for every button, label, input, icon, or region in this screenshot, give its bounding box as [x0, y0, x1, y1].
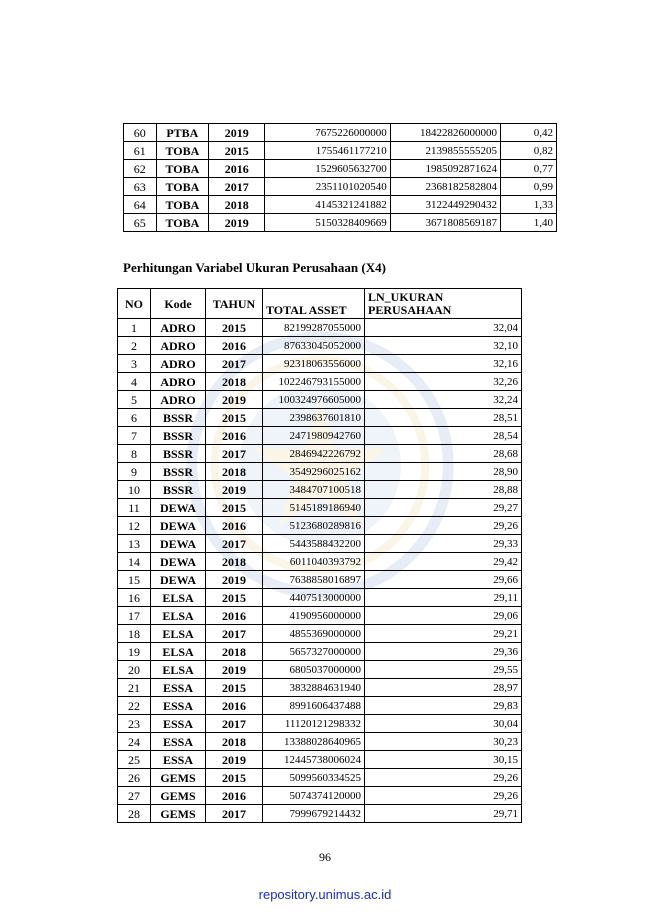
- cell-value-a: 7675226000000: [265, 124, 390, 142]
- cell-kode: ELSA: [151, 625, 206, 643]
- cell-tahun: 2016: [206, 607, 263, 625]
- cell-no: 23: [118, 715, 151, 733]
- cell-no: 61: [124, 142, 157, 160]
- cell-ln-ukuran: 29,06: [365, 607, 522, 625]
- cell-ln-ukuran: 28,88: [365, 481, 522, 499]
- header-no: NO: [118, 289, 151, 319]
- cell-total-asset: 82199287055000: [263, 319, 365, 337]
- cell-value-a: 1529605632700: [265, 160, 390, 178]
- cell-ratio: 1,33: [500, 196, 556, 214]
- cell-ln-ukuran: 30,15: [365, 751, 522, 769]
- cell-value-a: 4145321241882: [265, 196, 390, 214]
- cell-total-asset: 5099560334525: [263, 769, 365, 787]
- cell-no: 3: [118, 355, 151, 373]
- cell-tahun: 2019: [206, 391, 263, 409]
- cell-tahun: 2015: [206, 499, 263, 517]
- table-row: [118, 805, 522, 823]
- cell-value-b: 2368182582804: [390, 178, 500, 196]
- page-number: 96: [319, 850, 331, 864]
- cell-tahun: 2015: [206, 769, 263, 787]
- cell-kode: DEWA: [151, 535, 206, 553]
- cell-no: 20: [118, 661, 151, 679]
- cell-no: 19: [118, 643, 151, 661]
- cell-kode: TOBA: [156, 196, 209, 214]
- cell-no: 2: [118, 337, 151, 355]
- table-row: [118, 733, 522, 751]
- table-row: [118, 589, 522, 607]
- cell-no: 22: [118, 697, 151, 715]
- table-row: [118, 355, 522, 373]
- cell-no: 1: [118, 319, 151, 337]
- cell-kode: ADRO: [151, 355, 206, 373]
- cell-total-asset: 4407513000000: [263, 589, 365, 607]
- cell-tahun: 2018: [206, 643, 263, 661]
- cell-ratio: 0,99: [500, 178, 556, 196]
- cell-ln-ukuran: 32,26: [365, 373, 522, 391]
- cell-ln-ukuran: 28,97: [365, 679, 522, 697]
- table-row: [118, 553, 522, 571]
- table-row: [118, 787, 522, 805]
- cell-ln-ukuran: 32,10: [365, 337, 522, 355]
- cell-no: 26: [118, 769, 151, 787]
- cell-kode: ELSA: [151, 607, 206, 625]
- cell-kode: ESSA: [151, 697, 206, 715]
- table-row: [118, 391, 522, 409]
- cell-total-asset: 11120121298332: [263, 715, 365, 733]
- cell-value-b: 3122449290432: [390, 196, 500, 214]
- cell-no: 9: [118, 463, 151, 481]
- cell-no: 63: [124, 178, 157, 196]
- table-row: [118, 319, 522, 337]
- cell-no: 15: [118, 571, 151, 589]
- cell-kode: DEWA: [151, 499, 206, 517]
- cell-total-asset: 2398637601810: [263, 409, 365, 427]
- cell-ln-ukuran: 29,55: [365, 661, 522, 679]
- header-ln-ukuran: [365, 289, 522, 319]
- cell-ln-ukuran: 29,83: [365, 697, 522, 715]
- cell-ln-ukuran: 30,04: [365, 715, 522, 733]
- cell-no: 4: [118, 373, 151, 391]
- cell-total-asset: 5657327000000: [263, 643, 365, 661]
- cell-ln-ukuran: 29,11: [365, 589, 522, 607]
- cell-total-asset: 102246793155000: [263, 373, 365, 391]
- cell-tahun: 2018: [209, 196, 265, 214]
- cell-ln-ukuran: 30,23: [365, 733, 522, 751]
- cell-total-asset: 3832884631940: [263, 679, 365, 697]
- cell-total-asset: 92318063556000: [263, 355, 365, 373]
- cell-kode: TOBA: [156, 178, 209, 196]
- cell-ln-ukuran: 29,42: [365, 553, 522, 571]
- cell-kode: BSSR: [151, 445, 206, 463]
- cell-tahun: 2016: [206, 337, 263, 355]
- cell-total-asset: 87633045052000: [263, 337, 365, 355]
- table-row: [118, 679, 522, 697]
- table-row: [124, 178, 557, 196]
- table-row: [118, 499, 522, 517]
- table-row: [118, 607, 522, 625]
- cell-total-asset: 8991606437488: [263, 697, 365, 715]
- table-row: [118, 427, 522, 445]
- cell-ratio: 0,82: [500, 142, 556, 160]
- cell-kode: DEWA: [151, 553, 206, 571]
- cell-kode: ESSA: [151, 733, 206, 751]
- cell-tahun: 2015: [209, 142, 265, 160]
- cell-total-asset: 2471980942760: [263, 427, 365, 445]
- cell-no: 62: [124, 160, 157, 178]
- cell-no: 18: [118, 625, 151, 643]
- table-row: [124, 214, 557, 232]
- cell-total-asset: 7638858016897: [263, 571, 365, 589]
- cell-no: 16: [118, 589, 151, 607]
- cell-kode: DEWA: [151, 517, 206, 535]
- table-row: [118, 715, 522, 733]
- table-row: [118, 661, 522, 679]
- cell-value-a: 2351101020540: [265, 178, 390, 196]
- cell-tahun: 2016: [206, 517, 263, 535]
- cell-no: 64: [124, 196, 157, 214]
- cell-tahun: 2016: [209, 160, 265, 178]
- cell-total-asset: 5443588432200: [263, 535, 365, 553]
- cell-tahun: 2019: [209, 124, 265, 142]
- table-row: [118, 517, 522, 535]
- table-row: [118, 409, 522, 427]
- cell-ln-ukuran: 29,36: [365, 643, 522, 661]
- cell-no: 25: [118, 751, 151, 769]
- cell-kode: ADRO: [151, 319, 206, 337]
- cell-kode: ADRO: [151, 391, 206, 409]
- cell-tahun: 2019: [206, 751, 263, 769]
- cell-tahun: 2019: [206, 661, 263, 679]
- cell-ratio: 0,42: [500, 124, 556, 142]
- cell-tahun: 2015: [206, 409, 263, 427]
- table-row: [118, 643, 522, 661]
- cell-tahun: 2017: [206, 625, 263, 643]
- cell-no: 28: [118, 805, 151, 823]
- cell-kode: TOBA: [156, 160, 209, 178]
- header-tahun: TAHUN: [206, 289, 263, 319]
- cell-ln-ukuran: 32,16: [365, 355, 522, 373]
- cell-tahun: 2018: [206, 373, 263, 391]
- cell-value-b: 1985092871624: [390, 160, 500, 178]
- cell-value-b: 3671808569187: [390, 214, 500, 232]
- cell-total-asset: 3484707100518: [263, 481, 365, 499]
- ratio-table-continued: [123, 123, 557, 232]
- header-kode: Kode: [151, 289, 206, 319]
- cell-tahun: 2019: [206, 571, 263, 589]
- table-row: [118, 337, 522, 355]
- cell-no: 24: [118, 733, 151, 751]
- table-row: [118, 751, 522, 769]
- cell-kode: ELSA: [151, 643, 206, 661]
- cell-ln-ukuran: 29,21: [365, 625, 522, 643]
- cell-ln-ukuran: 28,51: [365, 409, 522, 427]
- cell-total-asset: 4855369000000: [263, 625, 365, 643]
- cell-total-asset: 5074374120000: [263, 787, 365, 805]
- cell-kode: BSSR: [151, 463, 206, 481]
- cell-no: 17: [118, 607, 151, 625]
- cell-no: 8: [118, 445, 151, 463]
- table-row: [118, 373, 522, 391]
- cell-no: 12: [118, 517, 151, 535]
- table-row: [118, 571, 522, 589]
- cell-kode: ESSA: [151, 679, 206, 697]
- cell-ln-ukuran: 29,26: [365, 517, 522, 535]
- cell-ln-ukuran: 29,27: [365, 499, 522, 517]
- cell-no: 60: [124, 124, 157, 142]
- cell-tahun: 2017: [209, 178, 265, 196]
- cell-ln-ukuran: 29,26: [365, 769, 522, 787]
- cell-ln-ukuran: 28,54: [365, 427, 522, 445]
- cell-tahun: 2018: [206, 733, 263, 751]
- cell-ratio: 1,40: [500, 214, 556, 232]
- cell-kode: BSSR: [151, 481, 206, 499]
- cell-no: 14: [118, 553, 151, 571]
- cell-kode: TOBA: [156, 142, 209, 160]
- cell-tahun: 2015: [206, 319, 263, 337]
- cell-kode: GEMS: [151, 787, 206, 805]
- cell-total-asset: 6805037000000: [263, 661, 365, 679]
- cell-kode: BSSR: [151, 409, 206, 427]
- table-row: [118, 445, 522, 463]
- cell-total-asset: 100324976605000: [263, 391, 365, 409]
- cell-ln-ukuran: 29,66: [365, 571, 522, 589]
- section-title: Perhitungan Variabel Ukuran Perusahaan (X4): [123, 260, 386, 275]
- table-row: [124, 196, 557, 214]
- cell-total-asset: 7999679214432: [263, 805, 365, 823]
- cell-tahun: 2017: [206, 355, 263, 373]
- header-total-asset: TOTAL ASSET: [263, 289, 365, 319]
- cell-kode: PTBA: [156, 124, 209, 142]
- table-row: [118, 625, 522, 643]
- cell-value-b: 2139855555205: [390, 142, 500, 160]
- cell-no: 65: [124, 214, 157, 232]
- cell-tahun: 2015: [206, 679, 263, 697]
- x4-company-size-table: [117, 288, 522, 823]
- table-row: [118, 697, 522, 715]
- cell-total-asset: 5123680289816: [263, 517, 365, 535]
- cell-ln-ukuran: 29,33: [365, 535, 522, 553]
- header-ln-line1: LN_UKURAN: [368, 289, 444, 304]
- cell-total-asset: 5145189186940: [263, 499, 365, 517]
- cell-total-asset: 2846942226792: [263, 445, 365, 463]
- cell-ratio: 0,77: [500, 160, 556, 178]
- cell-kode: GEMS: [151, 769, 206, 787]
- cell-total-asset: 4190956000000: [263, 607, 365, 625]
- cell-tahun: 2017: [206, 715, 263, 733]
- cell-kode: ELSA: [151, 661, 206, 679]
- cell-total-asset: 3549296025162: [263, 463, 365, 481]
- cell-no: 10: [118, 481, 151, 499]
- cell-no: 27: [118, 787, 151, 805]
- cell-no: 6: [118, 409, 151, 427]
- cell-ln-ukuran: 29,26: [365, 787, 522, 805]
- table-row: [124, 160, 557, 178]
- cell-total-asset: 6011040393792: [263, 553, 365, 571]
- cell-tahun: 2016: [206, 697, 263, 715]
- repository-link[interactable]: repository.unimus.ac.id: [258, 887, 392, 902]
- table-row: [118, 769, 522, 787]
- header-ln-line2: PERUSAHAAN: [368, 302, 452, 317]
- cell-kode: DEWA: [151, 571, 206, 589]
- table-row: [118, 535, 522, 553]
- cell-tahun: 2015: [206, 589, 263, 607]
- cell-tahun: 2017: [206, 805, 263, 823]
- cell-ln-ukuran: 29,71: [365, 805, 522, 823]
- cell-tahun: 2019: [206, 481, 263, 499]
- table-row: [118, 481, 522, 499]
- cell-total-asset: 12445738006024: [263, 751, 365, 769]
- cell-no: 7: [118, 427, 151, 445]
- cell-kode: TOBA: [156, 214, 209, 232]
- cell-ln-ukuran: 32,24: [365, 391, 522, 409]
- cell-kode: ESSA: [151, 751, 206, 769]
- cell-tahun: 2018: [206, 553, 263, 571]
- cell-kode: ADRO: [151, 373, 206, 391]
- table-row: [118, 463, 522, 481]
- cell-kode: ADRO: [151, 337, 206, 355]
- cell-no: 11: [118, 499, 151, 517]
- cell-ln-ukuran: 32,04: [365, 319, 522, 337]
- cell-ln-ukuran: 28,68: [365, 445, 522, 463]
- cell-kode: ELSA: [151, 589, 206, 607]
- cell-tahun: 2018: [206, 463, 263, 481]
- cell-tahun: 2017: [206, 445, 263, 463]
- cell-value-a: 5150328409669: [265, 214, 390, 232]
- cell-tahun: 2016: [206, 427, 263, 445]
- table-row: [124, 142, 557, 160]
- cell-kode: BSSR: [151, 427, 206, 445]
- cell-tahun: 2017: [206, 535, 263, 553]
- cell-kode: ESSA: [151, 715, 206, 733]
- table-header-row: [118, 289, 522, 319]
- cell-tahun: 2016: [206, 787, 263, 805]
- cell-ln-ukuran: 28,90: [365, 463, 522, 481]
- cell-tahun: 2019: [209, 214, 265, 232]
- cell-value-b: 18422826000000: [390, 124, 500, 142]
- cell-no: 21: [118, 679, 151, 697]
- table-row: [124, 124, 557, 142]
- cell-kode: GEMS: [151, 805, 206, 823]
- cell-no: 5: [118, 391, 151, 409]
- cell-no: 13: [118, 535, 151, 553]
- cell-value-a: 1755461177210: [265, 142, 390, 160]
- cell-total-asset: 13388028640965: [263, 733, 365, 751]
